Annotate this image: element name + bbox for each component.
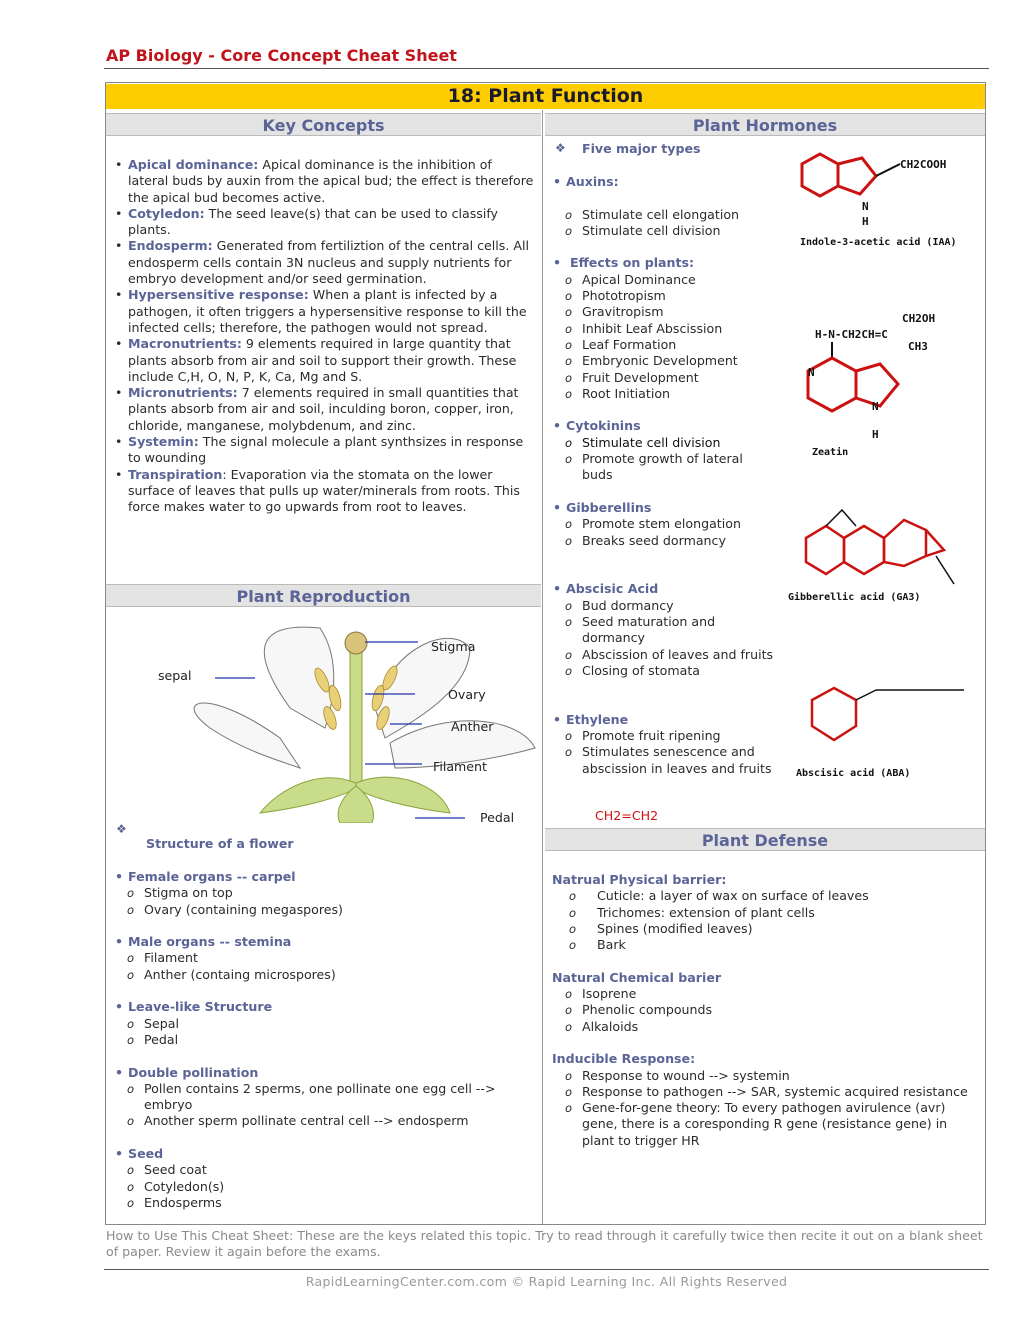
list-item: o Stimulate cell elongation [552,207,792,223]
list-item: o Bud dormancy [552,598,792,614]
key-concepts-heading: Key Concepts [106,113,541,136]
list-item: o Embryonic Development [552,353,792,369]
reproduction-list [114,869,539,1211]
zeatin-h-label: H [872,428,879,441]
iaa-group-label: CH2COOH [900,158,947,171]
list-item: o Seed maturation and dormancy [552,614,762,647]
list-item: o Spines (modified leaves) [552,921,982,937]
concept-item: • Cotyledon: The seed leave(s) that can be used to classify plants. [106,206,536,239]
plant-reproduction-heading: Plant Reproduction [106,584,541,607]
iaa-caption: Indole-3-acetic acid (IAA) [800,237,957,248]
list-item: o Stimulates senescence and abscission in leaves and fruits [552,744,782,777]
zeatin-n-label: N [808,366,815,379]
list-item: o Seed coat [114,1162,539,1178]
list-item: o Alkaloids [552,1019,982,1035]
ethylene-formula: CH2=CH2 [595,808,659,823]
group-title: • Seed [114,1146,539,1162]
list-item: o Response to wound --> systemin [552,1068,972,1084]
list-item: o Breaks seed dormancy [552,533,792,549]
list-item: o Bark [552,937,982,953]
flower-label-sepal: sepal [158,668,192,683]
list-item: o Stimulate cell division [552,435,792,451]
iaa-n-label: N [862,200,869,213]
concept-item: • Apical dominance: Apical dominance is the inhibition of lateral buds by auxin from the apical bud; the effect is therefore the apical bud becomes active. [106,157,536,206]
list-item: o Pollen contains 2 sperms, one pollinate one egg cell --> embryo [114,1081,539,1114]
group-title: • Male organs -- stemina [114,934,539,950]
list-item: o Gravitropism [552,304,792,320]
flower-caption: Structure of a flower [146,836,294,851]
list-item: o Stigma on top [114,885,539,901]
list-item: o Abscission of leaves and fruits [552,647,792,663]
topic-banner: 18: Plant Function [106,84,985,109]
list-item: o Sepal [114,1016,539,1032]
group-title: • Double pollination [114,1065,539,1081]
hormone-title: • Auxins: [552,174,792,190]
title-divider [104,68,989,69]
list-item: o Inhibit Leaf Abscission [552,321,792,337]
list-item: o Pedal [114,1032,539,1048]
list-item: o Promote growth of lateral buds [552,451,762,484]
list-item: o Isoprene [552,986,982,1002]
column-divider [542,110,543,1224]
list-item: o Phototropism [552,288,792,304]
flower-label-anther: Anther [451,719,494,734]
list-item: o Fruit Development [552,370,792,386]
document-title: AP Biology - Core Concept Cheat Sheet [106,46,457,65]
zeatin-caption: Zeatin [812,447,849,458]
flower-label-pedal: Pedal [480,810,515,825]
list-item: o Another sperm pollinate central cell --> endosperm [114,1113,539,1129]
list-item: o Promote fruit ripening [552,728,792,744]
group-title: • Female organs -- carpel [114,869,539,885]
group-title: • Leave-like Structure [114,999,539,1015]
flower-label-stigma: Stigma [431,639,476,654]
concept-item: • Macronutrients: 9 elements required in large quantity that plants absorb from air and soil to support their growth. These include C,H, O, N, P, K, Ca, Mg and S. [106,336,536,385]
defense-list [552,872,982,1149]
plant-defense-heading: Plant Defense [545,828,985,851]
list-item: o Anther (containg microspores) [114,967,539,983]
zeatin-chain-label: H-N-CH2CH=C [815,328,888,341]
list-item: o Ovary (containing megaspores) [114,902,539,918]
key-concepts-list [106,157,536,516]
defense-title: Natrual Physical barrier: [552,872,727,887]
hormone-title: • Effects on plants: [552,255,792,271]
list-item: o Apical Dominance [552,272,792,288]
zeatin-oh-label: CH2OH [902,312,936,325]
list-item: o Cotyledon(s) [114,1179,539,1195]
zeatin-structure [790,306,980,461]
list-item: o Root Initiation [552,386,792,402]
concept-item: • Hypersensitive response: When a plant is infected by a pathogen, it often triggers a hypersensitive response to kill the infected cells; therefore, the pathogen would not spread. [106,287,536,336]
defense-title: Natural Chemical barier [552,969,722,985]
concept-item: • Transpiration: Evaporation via the stomata on the lower surface of leaves that pulls up water/minerals from roots. This force makes water to go upwards from root to leaves. [106,467,536,516]
concept-item: • Systemin: The signal molecule a plant synthsizes in response to wounding [106,434,536,467]
hormone-title: • Cytokinins [552,418,792,434]
hormone-title: • Abscisic Acid [552,581,792,597]
flower-label-filament: Filament [433,759,487,774]
zeatin-me-label: CH3 [908,340,928,353]
footer-divider [104,1269,989,1270]
list-item: o Endosperms [114,1195,539,1211]
list-item: o Leaf Formation [552,337,792,353]
aba-structure [784,668,979,783]
list-item: o Trichomes: extension of plant cells [552,905,982,921]
plant-hormones-heading: Plant Hormones [545,113,985,136]
copyright-line: RapidLearningCenter.com.com © Rapid Learning Inc. All Rights Reserved [305,1274,788,1289]
list-item: o Gene-for-gene theory: To every pathogen avirulence (avr) gene, there is a coresponding R gene (resistance gene) in plant to trigger HR [552,1100,977,1149]
list-item: o Phenolic compounds [552,1002,982,1018]
diamond-bullet-icon: ❖ [116,822,127,836]
aba-caption: Abscisic acid (ABA) [796,768,911,779]
concept-item: • Micronutrients: 7 elements required in small quantities that plants absorb from air and soil, inculding boron, copper, iron, chloride, manganese, molybdenum, and zinc. [106,385,536,434]
list-item: o Response to pathogen --> SAR, systemic acquired resistance [552,1084,972,1100]
iaa-h-label: H [862,215,869,228]
list-item: o Stimulate cell division [552,223,792,239]
list-item: o Filament [114,950,539,966]
list-item: o Closing of stomata [552,663,792,679]
hormone-title: • Ethylene [552,712,792,728]
hormones-list [552,174,792,777]
flower-label-ovary: Ovary [448,687,486,702]
ga3-structure [786,500,981,615]
usage-note: How to Use This Cheat Sheet: These are the keys related this topic. Try to read through it carefully twice then recite it out on a blank sheet of paper. Review it again before the exams. [106,1228,983,1259]
diamond-bullet-icon: ❖ [555,141,566,155]
ga3-caption: Gibberellic acid (GA3) [788,592,921,603]
list-item: o Cuticle: a layer of wax on surface of leaves [552,888,982,904]
hormones-intro: Five major types [582,141,701,156]
concept-item: • Endosperm: Generated from fertiliztion of the central cells. All endosperm cells contain 3N nucleus and supply nutrients for embryo development and/or seed germination. [106,238,536,287]
list-item: o Promote stem elongation [552,516,792,532]
defense-title: Inducible Response: [552,1051,696,1067]
hormone-title: • Gibberellins [552,500,792,516]
zeatin-n-label: N [872,400,879,413]
iaa-structure [790,146,975,251]
